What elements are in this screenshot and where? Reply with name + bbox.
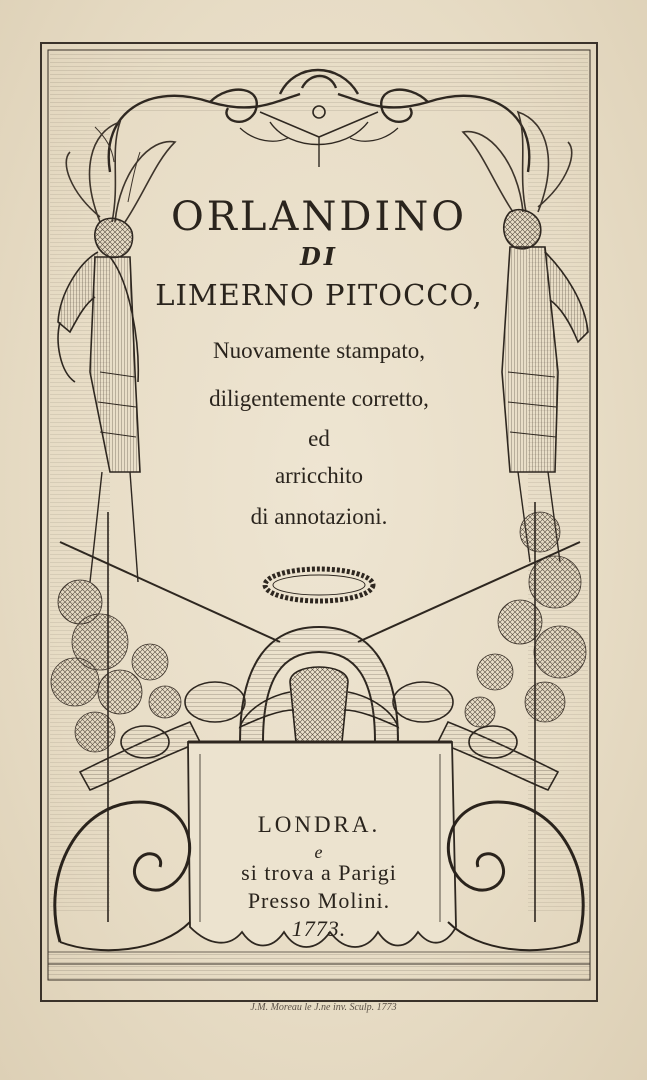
subtitle-line-5: di annotazioni.: [250, 504, 388, 529]
imprint-city: LONDRA.: [257, 812, 381, 837]
imprint-year: 1773.: [291, 916, 347, 941]
title-line-2: DI: [299, 242, 339, 271]
subtitle-line-2: diligentemente corretto,: [209, 386, 429, 411]
subtitle-line-1: Nuovamente stampato,: [212, 338, 426, 363]
title-line-3: LIMERNO PITOCCO,: [155, 278, 483, 312]
engraver-credit: J.M. Moreau le J.ne inv. Sculp. 1773: [250, 1002, 397, 1013]
title-line-1: ORLANDINO: [170, 194, 468, 240]
subtitle-line-4: arricchito: [274, 463, 364, 488]
subtitle-line-3: ed: [308, 426, 330, 451]
imprint-conjunction: e: [314, 842, 324, 862]
laurel-wreath: [265, 569, 373, 601]
imprint-line-3: si trova a Parigi: [241, 860, 397, 885]
engraved-plate: [40, 42, 598, 1002]
imprint-line-4: Presso Molini.: [247, 888, 391, 913]
